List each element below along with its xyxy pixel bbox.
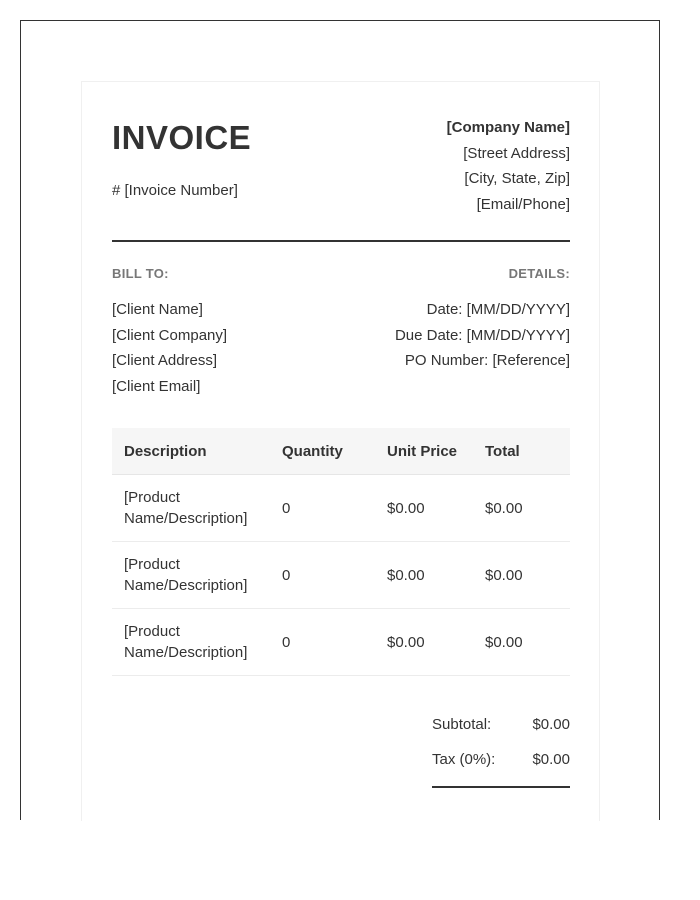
totals-divider [432, 786, 570, 788]
row-description: [Product Name/Description] [112, 542, 270, 609]
company-street: [Street Address] [463, 144, 570, 162]
invoice-number: # [Invoice Number] [112, 182, 238, 199]
bill-to-block [112, 297, 227, 399]
company-contact: [Email/Phone] [476, 195, 570, 213]
row-description: [Product Name/Description] [112, 475, 270, 542]
row-unit-price: $0.00 [375, 542, 473, 609]
client-email: [Client Email] [112, 377, 201, 395]
tax-row [432, 749, 570, 784]
invoice-date: Date: [MM/DD/YYYY] [426, 301, 570, 318]
bill-to-label: BILL TO: [112, 266, 169, 281]
header-description: Description [112, 428, 270, 475]
row-unit-price: $0.00 [375, 475, 473, 542]
totals-block [432, 714, 570, 784]
row-quantity: 0 [270, 475, 375, 542]
row-unit-price: $0.00 [375, 609, 473, 676]
row-description: [Product Name/Description] [112, 609, 270, 676]
company-name: [Company Name] [446, 119, 570, 136]
company-city: [City, State, Zip] [464, 170, 570, 187]
header-quantity: Quantity [270, 428, 375, 475]
client-company: [Client Company] [112, 326, 228, 344]
client-address: [Client Address] [112, 352, 218, 369]
row-quantity: 0 [270, 542, 375, 609]
po-number: PO Number: [Reference] [404, 352, 570, 369]
table-header-row [112, 428, 570, 475]
row-total: $0.00 [473, 542, 570, 609]
tax-label: Tax (0%): [432, 751, 496, 768]
subtotal-row [432, 714, 570, 749]
details-block [395, 297, 570, 374]
client-name: [Client Name] [112, 301, 203, 318]
table-row [112, 475, 570, 542]
row-quantity: 0 [270, 609, 375, 676]
due-date: Due Date: [MM/DD/YYYY] [394, 326, 570, 344]
subtotal-value: $0.00 [532, 716, 570, 733]
tax-value: $0.00 [532, 751, 570, 768]
details-label: DETAILS: [508, 266, 570, 281]
row-total: $0.00 [473, 609, 570, 676]
header-divider [112, 240, 570, 242]
company-info [447, 115, 570, 217]
subtotal-label: Subtotal: [432, 716, 492, 733]
table-row [112, 542, 570, 609]
line-items-table [112, 428, 570, 676]
invoice-title: INVOICE [112, 119, 252, 156]
header-unit-price: Unit Price [375, 428, 473, 475]
header-total: Total [473, 428, 570, 475]
table-row [112, 609, 570, 676]
row-total: $0.00 [473, 475, 570, 542]
